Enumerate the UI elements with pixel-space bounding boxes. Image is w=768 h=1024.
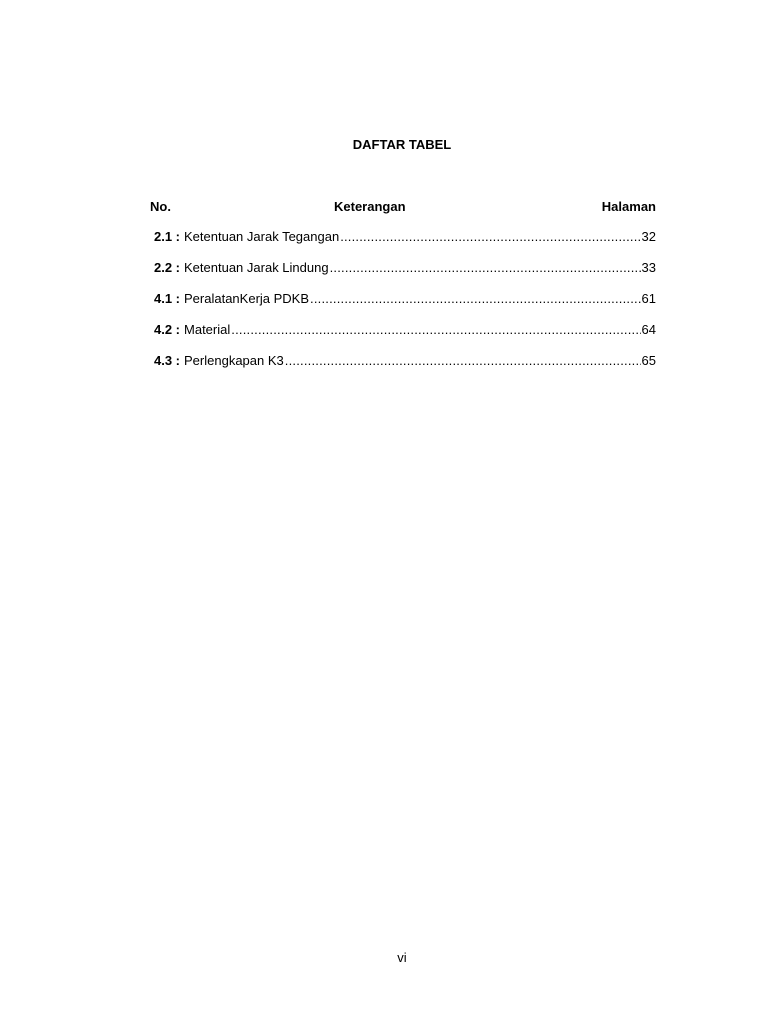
entry-text: Ketentuan Jarak Tegangan: [184, 229, 340, 244]
dot-leader: [231, 322, 640, 338]
list-item: [154, 291, 656, 322]
entry-number: 4.1 :: [154, 291, 181, 306]
entry-page: 64: [641, 322, 656, 337]
table-list: [154, 229, 656, 384]
dot-leader: [330, 260, 641, 276]
header-no: No.: [150, 199, 171, 214]
entry-text: PeralatanKerja PDKB: [184, 291, 310, 306]
list-item: [154, 260, 656, 291]
dot-leader: [310, 291, 641, 307]
entry-text: Material: [184, 322, 231, 337]
entry-number: 4.2 :: [154, 322, 181, 337]
list-item: [154, 353, 656, 384]
dot-leader: [285, 353, 641, 369]
page-number: vi: [397, 950, 407, 965]
list-item: [154, 229, 656, 260]
entry-page: 65: [641, 353, 656, 368]
table-header: [150, 199, 656, 215]
entry-number: 2.2 :: [154, 260, 181, 275]
entry-page: 61: [641, 291, 656, 306]
dot-leader: [340, 229, 640, 245]
header-description: Keterangan: [334, 199, 406, 214]
entry-number: 4.3 :: [154, 353, 181, 368]
page-title: DAFTAR TABEL: [352, 137, 452, 152]
entry-page: 32: [641, 229, 656, 244]
entry-number: 2.1 :: [154, 229, 181, 244]
entry-text: Perlengkapan K3: [184, 353, 284, 368]
header-page: Halaman: [601, 199, 656, 214]
entry-page: 33: [641, 260, 656, 275]
entry-text: Ketentuan Jarak Lindung: [184, 260, 329, 275]
list-item: [154, 322, 656, 353]
